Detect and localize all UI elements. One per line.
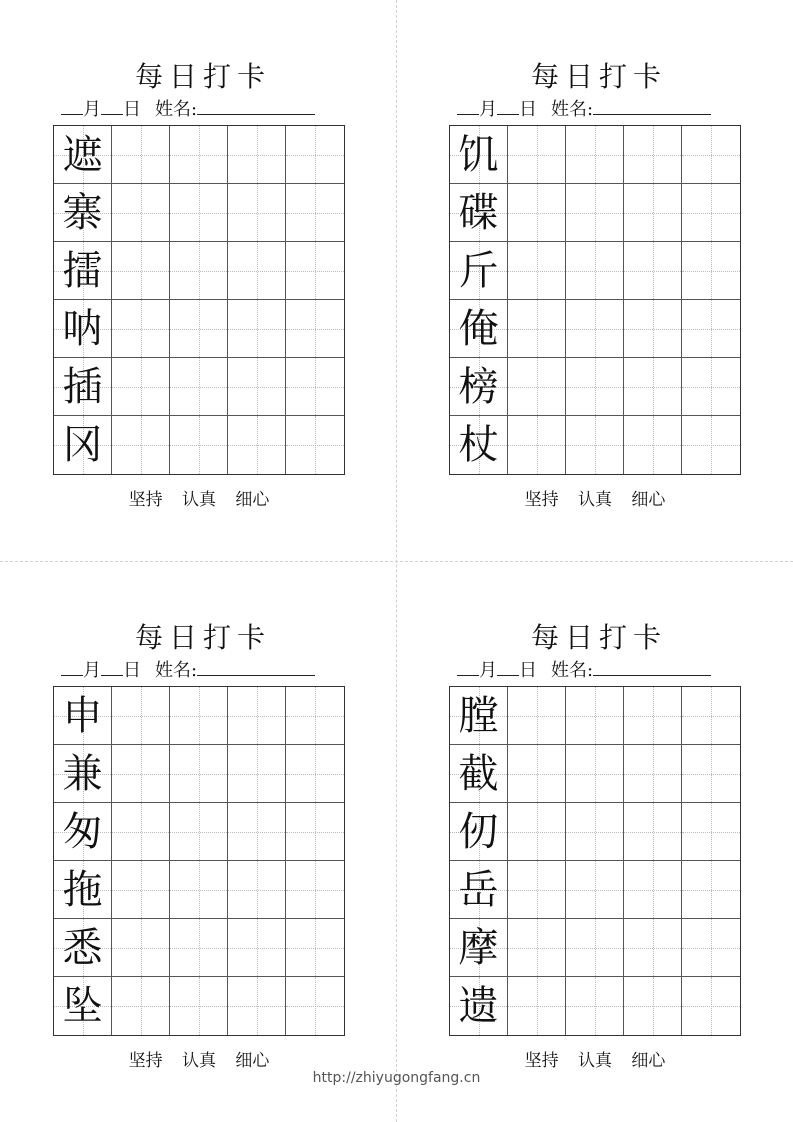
- practice-cell[interactable]: [566, 358, 624, 416]
- practice-cell[interactable]: [228, 126, 286, 184]
- month-blank[interactable]: [61, 96, 83, 115]
- practice-cell[interactable]: [170, 416, 228, 474]
- practice-cell[interactable]: [682, 358, 740, 416]
- practice-cell[interactable]: [286, 300, 344, 358]
- motto: 坚持 认真 细心: [524, 1051, 666, 1071]
- writing-grid: [53, 125, 345, 475]
- practice-cell[interactable]: [508, 416, 566, 474]
- name-blank[interactable]: [593, 96, 711, 115]
- practice-cell[interactable]: [508, 126, 566, 184]
- day-label: 日: [123, 99, 141, 120]
- practice-cell[interactable]: [624, 745, 682, 803]
- model-character: 仞: [458, 808, 499, 855]
- practice-cell[interactable]: [566, 919, 624, 977]
- practice-cell[interactable]: [228, 358, 286, 416]
- practice-cell[interactable]: [682, 242, 740, 300]
- practice-cell[interactable]: [112, 242, 170, 300]
- name-label: 姓名:: [155, 99, 198, 120]
- card-title: 每日打卡: [134, 621, 271, 654]
- practice-cell[interactable]: [286, 126, 344, 184]
- practice-cell[interactable]: [508, 687, 566, 745]
- name-label: 姓名:: [551, 660, 594, 681]
- month-label: 月: [83, 660, 101, 681]
- practice-cell[interactable]: [286, 184, 344, 242]
- model-character: 膛: [458, 692, 499, 739]
- card-title: 每日打卡: [530, 621, 667, 654]
- practice-cell[interactable]: [112, 745, 170, 803]
- practice-cell[interactable]: [624, 184, 682, 242]
- model-character-cell: [54, 803, 112, 861]
- model-character: 遗: [458, 983, 499, 1029]
- practice-cell[interactable]: [566, 977, 624, 1035]
- practice-cell[interactable]: [508, 358, 566, 416]
- day-label: 日: [519, 660, 537, 681]
- motto: 坚持 认真 细心: [128, 1051, 270, 1071]
- card-title: 每日打卡: [134, 60, 271, 93]
- model-character-cell: [54, 126, 112, 184]
- practice-cell[interactable]: [286, 358, 344, 416]
- practice-cell[interactable]: [682, 416, 740, 474]
- practice-cell[interactable]: [228, 919, 286, 977]
- model-character-cell: [450, 416, 508, 474]
- practice-cell[interactable]: [286, 687, 344, 745]
- practice-cell[interactable]: [682, 745, 740, 803]
- model-character: 坠: [62, 983, 103, 1029]
- motto: 坚持 认真 细心: [524, 490, 666, 510]
- day-label: 日: [123, 660, 141, 681]
- motto: 坚持 认真 细心: [128, 490, 270, 510]
- practice-cell[interactable]: [170, 242, 228, 300]
- practice-cell[interactable]: [112, 803, 170, 861]
- practice-cell[interactable]: [624, 687, 682, 745]
- practice-cell[interactable]: [508, 300, 566, 358]
- model-character: 呐: [62, 305, 103, 352]
- practice-cell[interactable]: [228, 745, 286, 803]
- month-blank[interactable]: [457, 657, 479, 676]
- model-character-cell: [54, 687, 112, 745]
- practice-cell[interactable]: [508, 242, 566, 300]
- model-character: 遮: [62, 131, 103, 178]
- model-character: 斤: [458, 247, 499, 294]
- writing-grid: [449, 686, 741, 1036]
- model-character-cell: [450, 745, 508, 803]
- practice-cell[interactable]: [112, 300, 170, 358]
- model-character: 擂: [62, 247, 103, 294]
- practice-card: [449, 621, 749, 1101]
- practice-card: [449, 60, 749, 540]
- practice-cell[interactable]: [508, 803, 566, 861]
- practice-cell[interactable]: [682, 977, 740, 1035]
- model-character-cell: [450, 861, 508, 919]
- practice-cell[interactable]: [170, 919, 228, 977]
- model-character: 截: [458, 750, 499, 797]
- name-blank[interactable]: [593, 657, 711, 676]
- practice-cell[interactable]: [170, 358, 228, 416]
- practice-cell[interactable]: [508, 977, 566, 1035]
- practice-cell[interactable]: [682, 687, 740, 745]
- writing-grid: [53, 686, 345, 1036]
- model-character: 拖: [62, 866, 103, 913]
- model-character: 冈: [62, 422, 103, 468]
- practice-cell[interactable]: [682, 300, 740, 358]
- writing-grid: [449, 125, 741, 475]
- practice-cell[interactable]: [112, 861, 170, 919]
- day-blank[interactable]: [497, 657, 519, 676]
- model-character-cell: [54, 242, 112, 300]
- practice-cell[interactable]: [286, 977, 344, 1035]
- practice-cell[interactable]: [566, 687, 624, 745]
- model-character-cell: [54, 919, 112, 977]
- practice-cell[interactable]: [170, 687, 228, 745]
- model-character-cell: [450, 977, 508, 1035]
- name-blank[interactable]: [197, 96, 315, 115]
- date-name-line: [457, 657, 711, 681]
- practice-cell[interactable]: [682, 861, 740, 919]
- month-label: 月: [83, 99, 101, 120]
- model-character: 岳: [458, 866, 499, 913]
- practice-cell[interactable]: [566, 300, 624, 358]
- footer-url: http://zhiyugongfang.cn: [312, 1070, 481, 1086]
- practice-cell[interactable]: [228, 861, 286, 919]
- model-character: 插: [62, 363, 103, 410]
- model-character-cell: [450, 126, 508, 184]
- model-character-cell: [450, 803, 508, 861]
- practice-cell[interactable]: [624, 416, 682, 474]
- model-character: 榜: [458, 363, 499, 410]
- month-label: 月: [479, 660, 497, 681]
- model-character: 申: [62, 692, 103, 739]
- practice-cell[interactable]: [228, 184, 286, 242]
- practice-cell[interactable]: [566, 745, 624, 803]
- model-character: 寨: [62, 189, 103, 236]
- practice-cell[interactable]: [682, 126, 740, 184]
- model-character-cell: [450, 300, 508, 358]
- practice-cell[interactable]: [508, 745, 566, 803]
- practice-cell[interactable]: [286, 919, 344, 977]
- practice-cell[interactable]: [682, 803, 740, 861]
- date-name-line: [61, 96, 315, 120]
- practice-cell[interactable]: [566, 416, 624, 474]
- practice-cell[interactable]: [286, 745, 344, 803]
- practice-cell[interactable]: [228, 687, 286, 745]
- practice-cell[interactable]: [624, 242, 682, 300]
- model-character: 兼: [62, 750, 103, 797]
- card-title: 每日打卡: [530, 60, 667, 93]
- practice-card: [53, 60, 353, 540]
- practice-cell[interactable]: [112, 416, 170, 474]
- practice-cell[interactable]: [624, 977, 682, 1035]
- practice-cell[interactable]: [624, 919, 682, 977]
- practice-cell[interactable]: [170, 300, 228, 358]
- practice-cell[interactable]: [112, 977, 170, 1035]
- day-blank[interactable]: [101, 96, 123, 115]
- model-character: 杖: [458, 422, 499, 468]
- practice-cell[interactable]: [624, 861, 682, 919]
- date-name-line: [457, 96, 711, 120]
- practice-cell[interactable]: [112, 126, 170, 184]
- name-blank[interactable]: [197, 657, 315, 676]
- model-character: 匆: [62, 808, 103, 855]
- model-character-cell: [54, 358, 112, 416]
- practice-cell[interactable]: [624, 358, 682, 416]
- practice-cell[interactable]: [566, 126, 624, 184]
- practice-cell[interactable]: [228, 803, 286, 861]
- practice-cell[interactable]: [112, 184, 170, 242]
- day-blank[interactable]: [101, 657, 123, 676]
- name-label: 姓名:: [155, 660, 198, 681]
- practice-cell[interactable]: [682, 919, 740, 977]
- model-character-cell: [54, 977, 112, 1035]
- model-character-cell: [54, 745, 112, 803]
- practice-cell[interactable]: [170, 977, 228, 1035]
- practice-cell[interactable]: [112, 687, 170, 745]
- practice-cell[interactable]: [112, 358, 170, 416]
- practice-cell[interactable]: [566, 242, 624, 300]
- practice-cell[interactable]: [286, 242, 344, 300]
- model-character: 摩: [458, 924, 499, 971]
- practice-cell[interactable]: [228, 242, 286, 300]
- model-character-cell: [54, 300, 112, 358]
- practice-cell[interactable]: [228, 416, 286, 474]
- practice-cell[interactable]: [286, 861, 344, 919]
- model-character-cell: [450, 184, 508, 242]
- practice-cell[interactable]: [112, 919, 170, 977]
- model-character: 俺: [458, 305, 499, 352]
- practice-cell[interactable]: [170, 803, 228, 861]
- practice-cell[interactable]: [286, 416, 344, 474]
- model-character-cell: [54, 416, 112, 474]
- model-character: 碟: [458, 189, 499, 236]
- day-blank[interactable]: [497, 96, 519, 115]
- practice-cell[interactable]: [170, 861, 228, 919]
- practice-cell[interactable]: [508, 184, 566, 242]
- model-character-cell: [450, 687, 508, 745]
- model-character-cell: [54, 184, 112, 242]
- model-character-cell: [54, 861, 112, 919]
- practice-cell[interactable]: [228, 300, 286, 358]
- date-name-line: [61, 657, 315, 681]
- practice-cell[interactable]: [566, 861, 624, 919]
- practice-cell[interactable]: [566, 184, 624, 242]
- practice-cell[interactable]: [508, 919, 566, 977]
- month-blank[interactable]: [61, 657, 83, 676]
- model-character: 饥: [458, 131, 499, 178]
- practice-cell[interactable]: [170, 745, 228, 803]
- practice-cell[interactable]: [624, 803, 682, 861]
- practice-cell[interactable]: [624, 300, 682, 358]
- practice-card: [53, 621, 353, 1101]
- practice-cell[interactable]: [624, 126, 682, 184]
- practice-cell[interactable]: [566, 803, 624, 861]
- model-character-cell: [450, 358, 508, 416]
- cut-line-horizontal: [0, 561, 793, 562]
- month-label: 月: [479, 99, 497, 120]
- model-character-cell: [450, 242, 508, 300]
- name-label: 姓名:: [551, 99, 594, 120]
- practice-cell[interactable]: [170, 184, 228, 242]
- practice-cell[interactable]: [228, 977, 286, 1035]
- practice-cell[interactable]: [286, 803, 344, 861]
- practice-cell[interactable]: [170, 126, 228, 184]
- practice-cell[interactable]: [682, 184, 740, 242]
- model-character-cell: [450, 919, 508, 977]
- month-blank[interactable]: [457, 96, 479, 115]
- model-character: 悉: [62, 924, 103, 971]
- practice-cell[interactable]: [508, 861, 566, 919]
- day-label: 日: [519, 99, 537, 120]
